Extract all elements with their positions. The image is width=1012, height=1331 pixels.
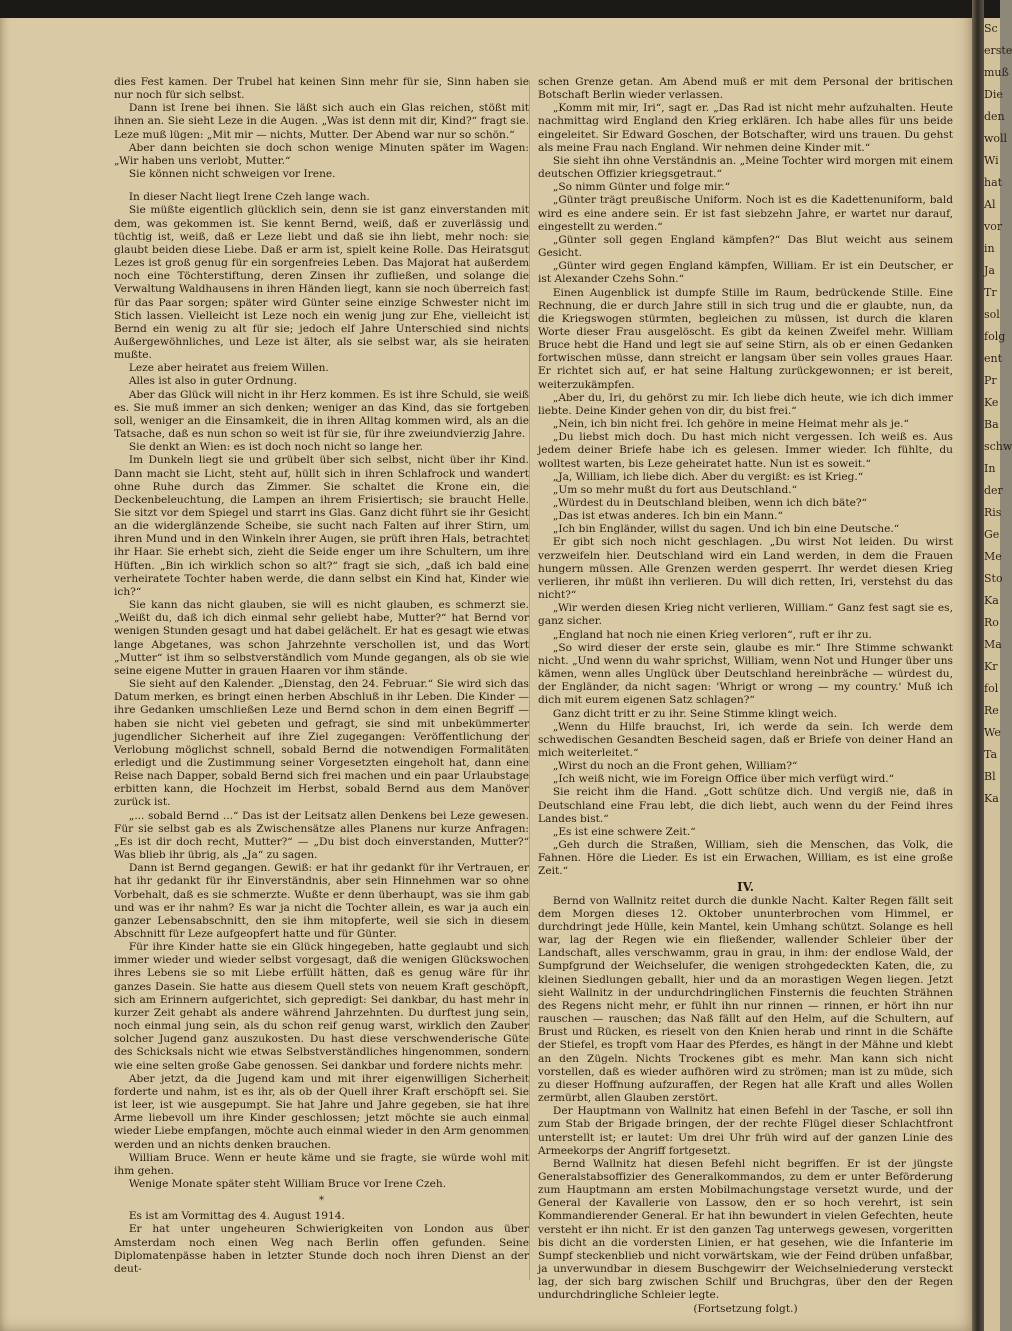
text-paragraph: In dieser Nacht liegt Irene Czeh lange wach. (128, 191, 370, 204)
facing-page-fragment: Wi (984, 154, 999, 167)
text-paragraph: „Komm mit mir, Iri“, sagt er. „Das Rad ist nicht mehr aufzuhalten. Heute nachmittag wird England den Krieg erklären. Ich habe alles für uns beide eingeleitet. Sir Edward Goschen, der Botschafter, wird uns trauen. Du gehst als meine Frau nach England. Wir nehmen deine Kinder mit.“ (538, 102, 953, 154)
facing-page-fragment: Sto (984, 572, 1003, 585)
facing-page-fragment: Ge (984, 528, 1000, 541)
column-divider (529, 80, 530, 1280)
facing-page-fragment: Ka (984, 792, 999, 805)
facing-page-fragment: erste (984, 44, 1012, 57)
text-paragraph: „Günter trägt preußische Uniform. Noch ist es die Kadettenuniform, bald wird es eine andere sein. Er ist fast siebzehn Jahre, er wartet nur darauf, eingestellt zu werden.“ (538, 194, 953, 233)
text-paragraph: Aber jetzt, da die Jugend kam und mit ihrer eigenwilligen Sicherheit forderte und nahm, ist es ihr, als ob der Quell ihrer Kraft erschöpft sei. Sie ist leer, ist wie ausgepumpt. Sie hat Jahre und Jahre gegeben, sie hat ihre Arme liebevoll um ihre Kinder geschlossen; jetzt möchte sie auch einmal wieder Liebe empfangen, möchte auch einmal wieder in den Arm genommen werden und an nichts denken brauchen. (114, 1072, 529, 1151)
facing-page-fragment: Ro (984, 616, 999, 629)
facing-page-fragment: Me (984, 550, 1002, 563)
facing-page-fragment: schw (984, 440, 1012, 453)
text-paragraph: Sie denkt an Wien: es ist doch noch nicht so lange her. (128, 441, 423, 454)
text-paragraph: schen Grenze getan. Am Abend muß er mit dem Personal der britischen Botschaft Berlin wieder verlassen. (538, 76, 953, 102)
text-paragraph: Er hat unter ungeheuren Schwierigkeiten von London aus über Amsterdam noch einen Weg nach Berlin offen gefunden. Seine Diplomatenpässe haben in letzter Stunde doch noch ihren Dienst an der deut- (114, 1223, 529, 1275)
text-paragraph: „Du liebst mich doch. Du hast mich nicht vergessen. Ich weiß es. Aus jedem deiner Briefe habe ich es gelesen. Immer wieder. Ich fühlte, du wolltest warten, bis Leze geheiratet hatte. Nun ist es soweit.“ (538, 431, 953, 470)
text-paragraph: „Nein, ich bin nicht frei. Ich gehöre in meine Heimat mehr als je.“ (552, 418, 909, 431)
text-paragraph: Sie sieht auf den Kalender. „Dienstag, den 24. Februar.“ Sie wird sich das Datum merken, es bringt einen herben Abschluß in ihr Leben. Die Kinder — ihre Gedanken umschließen Leze und Bernd schon in dem einen Begriff — haben sie nicht viel gebeten und gefragt, sie sind mit unbekümmerter jugendlicher Sicherheit auf ihre Ziel zugegangen: Veröffentlichung der Verlobung möglichst schnell, sobald Bernd die notwendigen Formalitäten erledigt und die Zustimmung seiner Vorgesetzten eingeholt hat, dann eine Reise nach Dapper, sobald Bernd sich frei machen und ein paar Urlaubstage erbitten kann, die Hochzeit im Herbst, sobald Bernd aus dem Manöver zurück ist. (114, 678, 529, 809)
text-paragraph: Sie sieht ihn ohne Verständnis an. „Meine Tochter wird morgen mit einem deutschen Offizier kriegsgetraut.“ (538, 154, 953, 181)
text-paragraph: „Es ist eine schwere Zeit.“ (552, 825, 696, 838)
section-ornament: * (319, 1195, 324, 1207)
text-paragraph: Dann ist Bernd gegangen. Gewiß: er hat ihr gedankt für ihr Vertrauen, er hat ihr gedankt für ihr Einverständnis, aber sein Hinnehmen war so ohne Vorbehalt, daß es sie schmerzte. Wußte er denn überhaupt, was sie ihm gab und was er ihr nahm? Es war ja nicht die Tochter allein, es war ja auch ein ganzer Lebensabschnitt, den sie ihm mitopferte, weil sie sich in diesem Abschnitt für Leze aufgeopfert hatte und für Günter. (114, 862, 529, 940)
text-paragraph: „Aber du, Iri, du gehörst zu mir. Ich liebe dich heute, wie ich dich immer liebte. Deine Kinder gehen von dir, du bist frei.“ (538, 391, 953, 417)
facing-page-strip (984, 18, 1012, 1331)
text-paragraph: „So wird dieser der erste sein, glaube es mir.“ Ihre Stimme schwankt nicht. „Und wenn du wahr sprichst, William, wenn Not und Hunger über uns kämen, wenn alles Unglück über Deutschland hereinbräche — würdest du, der Engländer, da nicht sagen: 'Whrigt or wrong — my country.' Muß ich dich mit eurem eigenen Satz schlagen?“ (538, 641, 953, 707)
facing-page-fragment: sol (984, 308, 1000, 321)
text-paragraph: „Das ist etwas anderes. Ich bin ein Mann.“ (552, 510, 783, 523)
text-paragraph: Sie müßte eigentlich glücklich sein, denn sie ist ganz einverstanden mit dem, was gekommen ist. Sie kennt Bernd, weiß, daß er zuverlässig und tüchtig ist, weiß, daß er Leze liebt und daß sie ihn liebt, mehr noch: sie glaubt beiden diese Liebe. Daß er arm ist, spielt keine Rolle. Das Heiratsgut Lezes ist groß genug für ein sorgenfreies Leben. Das Majorat hat außerdem noch eine Töchterstiftung, deren Zinsen ihr zufließen, und solange die Verwaltung Waldhausens in ihren Händen liegt, kann sie noch überreich fast für das Paar sorgen; später wird Günter seine einzige Schwester nicht im Stich lassen. Vielleicht ist Leze noch ein wenig jung zur Ehe, vielleicht ist Bernd ein wenig zu alt für sie; jedoch elf Jahre Unterschied sind nichts Außergewöhnliches, und Leze ist älter, als sie selbst war, als sie heiraten mußte. (114, 204, 529, 362)
text-paragraph: Ganz dicht tritt er zu ihr. Seine Stimme klingt weich. (552, 707, 838, 720)
facing-page-fragment: Sc (984, 22, 998, 35)
text-paragraph: Es ist am Vormittag des 4. August 1914. (128, 1210, 345, 1223)
text-paragraph: Im Dunkeln liegt sie und grübelt über sich selbst, nicht über ihr Kind. Dann macht sie Licht, steht auf, hüllt sich in ihren Schlafrock und wandert ohne Ruhe durch das Zimmer. Sie schaltet die Krone ein, die Deckenbeleuchtung, die Lampen an ihrem Frisiertisch; sie braucht Helle. Sie sitzt vor dem Spiegel und starrt ins Glas. Ganz dicht führt sie ihr Gesicht an die widerglänzende Scheibe, sie sucht nach Falten auf ihrer Stirn, um ihren Mund und in den Winkeln ihrer Augen, sie prüft ihren Hals, betrachtet ihr Haar. Sie erhebt sich, zieht die Seide enger um ihre Schultern, um ihre Hüften. „Bin ich wirklich schon so alt?“ fragt sie sich, „daß ich bald eine verheiratete Tochter haben werde, die dann selbst ein Kind hat, Kinder wie ich?“ (114, 454, 529, 598)
facing-page-fragment: woll (984, 132, 1008, 145)
text-paragraph: Wenige Monate später steht William Bruce vor Irene Czeh. (128, 1177, 447, 1190)
text-paragraph: Bernd von Wallnitz reitet durch die dunkle Nacht. Kalter Regen fällt seit dem Morgen dieses 12. Oktober ununterbrochen vom Himmel, er durchdringt jede Hülle, kein Mantel, kein Umhang schützt. Solange es hell war, lag der Regen wie ein fließender, wallender Schleier über der Landschaft, alles verschwamm, grau in grau, in ihm: der endlose Wald, der Sumpfgrund der Weichselufer, die wenigen strohgedeckten Katen, die, zu kleinen Siedlungen geballt, hier und da an morastigen Wegen liegen. Jetzt sieht Wallnitz in der undurchdringlichen Finsternis die feuchten Strähnen des Regens nicht mehr, er fühlt ihn nur rinnen — rinnen, er hört ihn nur rauschen — rauschen; das Naß fällt auf den Helm, auf die Schultern, auf Brust und Rücken, es rieselt von den Knien herab und rinnt in die Schäfte der Stiefel, es tropft vom Haar des Pferdes, es hängt in der Mähne und klebt an den Zügeln. Nichts Trockenes gibt es mehr. Man kann sich nicht vorstellen, daß es wieder aufhören wird zu strömen; man ist zu müde, sich zu dieser Hoffnung aufzuraffen, der Regen hat alle Kraft und alles Wollen zermürbt, allen Glauben zerstört. (538, 894, 953, 1105)
text-paragraph: „Wir werden diesen Krieg nicht verlieren, William.“ Ganz fest sagt sie es, ganz sicher. (538, 602, 953, 628)
facing-page-fragment: Al (984, 198, 996, 211)
chapter-heading: IV. (736, 879, 754, 894)
text-paragraph: Bernd Wallnitz hat diesen Befehl nicht begriffen. Er ist der jüngste Generalstabsoffizier des Generalkommandos, zu dem er unter Beförderung zum Hauptmann am ersten Mobilmachungstage versetzt wurde, und der General der Kavallerie von Lassow, den er so hoch verehrt, ist sein Kommandierender General. Er hat ihn bewundert in vielen Gefechten, heute versteht er ihn nicht. Er ist den ganzen Tag unterwegs gewesen, vorgeritten bis dicht an die vordersten Linien, er hat gesehen, wie die Infanterie im Sumpf steckenblieb und nicht vorwärtskam, wie der Feind drüben unfaßbar, ja unverwundbar in diesem Buschgewirr der Weichselniederung versteckt lag, der sich barg zwischen Schilf und Bruchgras, über den der Regen undurchdringliche Schleier legte. (538, 1157, 953, 1302)
text-paragraph: Aber das Glück will nicht in ihr Herz kommen. Es ist ihre Schuld, sie weiß es. Sie muß immer an sich denken; weniger an das Kind, das sie fortgeben soll, weniger an die Einsamkeit, die in ihren Alltag kommen wird, als an die Tatsache, daß es nun schon so weit ist für sie, für ihre zweiundvierzig Jahre. (114, 388, 529, 441)
text-paragraph: „Ja, William, ich liebe dich. Aber du vergißt: es ist Krieg.“ (552, 470, 864, 483)
facing-page-fragment: ent (984, 352, 1003, 365)
text-paragraph: „Ich weiß nicht, wie im Foreign Office über mich verfügt wird.“ (552, 773, 895, 786)
text-paragraph: Leze aber heiratet aus freiem Willen. (128, 362, 329, 375)
facing-page-fragment: Ris (984, 506, 1002, 519)
facing-page-fragment: Ba (984, 418, 999, 431)
text-paragraph: Dann ist Irene bei ihnen. Sie läßt sich auch ein Glas reichen, stößt mit ihnen an. Sie sieht Leze in die Augen. „Was ist denn mit dir, Kind?“ fragt sie. Leze muß lügen: „Mit mir — nichts, Mutter. Der Abend war nur so schön.“ (114, 102, 529, 141)
facing-page-fragment: Tr (984, 286, 997, 299)
facing-page-fragment: folg (984, 330, 1006, 343)
text-paragraph: Einen Augenblick ist dumpfe Stille im Raum, bedrückende Stille. Eine Rechnung, die er durch Jahre still in sich trug und die er glaubte, nun, da die Kriegswogen stürmten, begleichen zu müssen, ist durch die klaren Worte dieser Frau ausgelöscht. Es gibt da keinen Zweifel mehr. William Bruce hebt die Hand und legt sie auf seine Stirn, als ob er einen Gedanken fortwischen müsse, dann streicht er langsam über sein volles graues Haar. Er richtet sich auf, er hat seine Haltung zurückgewonnen; er ist bereit, weiterzukämpfen. (538, 286, 953, 391)
text-paragraph: Der Hauptmann von Wallnitz hat einen Befehl in der Tasche, er soll ihn zum Stab der Brigade bringen, der der rechte Flügel dieser Schlachtfront unterstellt ist; er lautet: Um drei Uhr früh wird auf der ganzen Linie des Armeekorps der Angriff fortgesetzt. (538, 1105, 953, 1157)
text-paragraph: Für ihre Kinder hatte sie ein Glück hingegeben, hatte geglaubt und sich immer wieder und wieder selbst vorgesagt, daß die wenigen Glückswochen ihres Lebens sie so mit Liebe erfüllt hätten, daß es genug wäre für ihr ganzes Dasein. Sie hatte aus diesem Quell stets von neuem Kraft geschöpft, sich am Erinnern aufgerichtet, sich gepredigt: Sei dankbar, du hast mehr in kurzer Zeit gehabt als andere während Jahrzehnten. Du durftest jung sein, noch einmal jung sein, als du schon reif genug warst, wirklich den Zauber solcher Jugend ganz auszukosten. Du hast diese verschwenderische Güte des Schicksals nicht wie etwas Selbstverständliches hingenommen, sondern wie eine selten große Gabe genossen. Sei dankbar und fordere nichts mehr. (114, 941, 529, 1072)
facing-page-fragment: Die (984, 88, 1003, 101)
text-paragraph: Er gibt sich noch nicht geschlagen. „Du wirst Not leiden. Du wirst verzweifeln hier. Deutschland wird ein Land werden, in dem die Frauen hungern müssen. Alle Grenzen werden gesperrt. Ihr werdet diesen Krieg verlieren, ihr müßt ihn verlieren. Du will dich retten, Iri, verstehst du das nicht?“ (538, 536, 953, 602)
text-paragraph: „Würdest du in Deutschland bleiben, wenn ich dich bäte?“ (552, 497, 867, 509)
facing-page-fragment: vor (984, 220, 1003, 233)
text-paragraph: „Geh durch die Straßen, William, sieh die Menschen, das Volk, die Fahnen. Höre die Lieder. Es ist ein Erwachen, William, es ist eine große Zeit.“ (538, 839, 953, 878)
facing-page-fragment: Bl (984, 770, 996, 783)
facing-page-fragment: hat (984, 176, 1003, 189)
facing-page-fragment: Pr (984, 374, 997, 387)
facing-page-fragment: in (984, 242, 995, 255)
text-paragraph: „Günter wird gegen England kämpfen, William. Er ist ein Deutscher, er ist Alexander Czehs Sohn.“ (538, 260, 953, 286)
continuation-note: (Fortsetzung folgt.) (693, 1302, 798, 1315)
facing-page-fragment: Kr (984, 660, 998, 673)
text-paragraph: Sie kann das nicht glauben, sie will es nicht glauben, es schmerzt sie. „Weißt du, daß ich dich einmal sehr geliebt habe, Mutter?“ hat Bernd vor wenigen Stunden gesagt und hat dabei gelächelt. Er hat es gesagt wie etwas lange Abgetanes, was schon Jahrzehnte verschollen ist, und das Wort „Mutter“ ist ihm so selbstverständlich vom Munde gegangen, als ob sie wie seine eigene Mutter in grauen Haaren vor ihm stände. (114, 599, 529, 677)
facing-page-fragment: der (984, 484, 1003, 497)
facing-page-fragment: Ja (984, 264, 995, 277)
facing-page-fragment: We (984, 726, 1001, 739)
scan-top-edge (0, 0, 1000, 18)
text-paragraph: „So nimm Günter und folge mir.“ (552, 181, 731, 194)
text-paragraph: „Wenn du Hilfe brauchst, Iri, ich werde da sein. Ich werde dem schwedischen Gesandten Bescheid sagen, daß er Briefe von deiner Hand an mich weiterleitet.“ (538, 720, 953, 759)
text-paragraph: „Wirst du noch an die Front gehen, William?“ (552, 760, 798, 773)
facing-page-fragment: Ke (984, 396, 999, 409)
facing-page-fragment: Re (984, 704, 999, 717)
facing-page-fragment: In (984, 462, 996, 475)
facing-page-fragment: Ma (984, 638, 1002, 651)
facing-page-fragment: fol (984, 682, 999, 695)
text-paragraph: William Bruce. Wenn er heute käme und sie fragte, sie würde wohl mit ihm gehen. (114, 1151, 529, 1177)
text-paragraph: Sie reicht ihm die Hand. „Gott schütze dich. Und vergiß nie, daß in Deutschland eine Frau lebt, die dich liebt, auch wenn du der Feind ihres Landes bist.“ (538, 786, 953, 825)
text-paragraph: „... sobald Bernd ...“ Das ist der Leitsatz allen Denkens bei Leze gewesen. Für sie selbst gab es als Zwischensätze alles Planens nur kurze Anfragen: „Es ist dir doch recht, Mutter?“ — „Du bist doch einverstanden, Mutter?“ Was blieb ihr übrig, als „Ja“ zu sagen. (114, 809, 529, 862)
facing-page-fragment: Ka (984, 594, 999, 607)
text-paragraph: Aber dann beichten sie doch schon wenige Minuten später im Wagen: „Wir haben uns verlobt, Mutter.“ (114, 141, 529, 167)
text-paragraph: „Um so mehr mußt du fort aus Deutschland.“ (552, 483, 798, 496)
text-paragraph: „Ich bin Engländer, willst du sagen. Und ich bin eine Deutsche.“ (552, 523, 900, 536)
text-paragraph: dies Fest kamen. Der Trubel hat keinen Sinn mehr für sie, Sinn haben sie nur noch für sich selbst. (114, 76, 529, 102)
text-paragraph: Sie können nicht schweigen vor Irene. (128, 168, 336, 181)
right-text-column (538, 76, 953, 1315)
facing-page-fragment: Ta (984, 748, 998, 761)
facing-page-fragment: den (984, 110, 1005, 123)
text-paragraph: „England hat noch nie einen Krieg verloren“, ruft er ihr zu. (552, 628, 872, 641)
page-gutter (972, 0, 984, 1331)
facing-page-fragment: muß (984, 66, 1009, 79)
left-text-column (114, 76, 529, 1296)
text-paragraph: „Günter soll gegen England kämpfen?“ Das Blut weicht aus seinem Gesicht. (538, 233, 953, 260)
text-paragraph: Alles ist also in guter Ordnung. (128, 375, 297, 388)
